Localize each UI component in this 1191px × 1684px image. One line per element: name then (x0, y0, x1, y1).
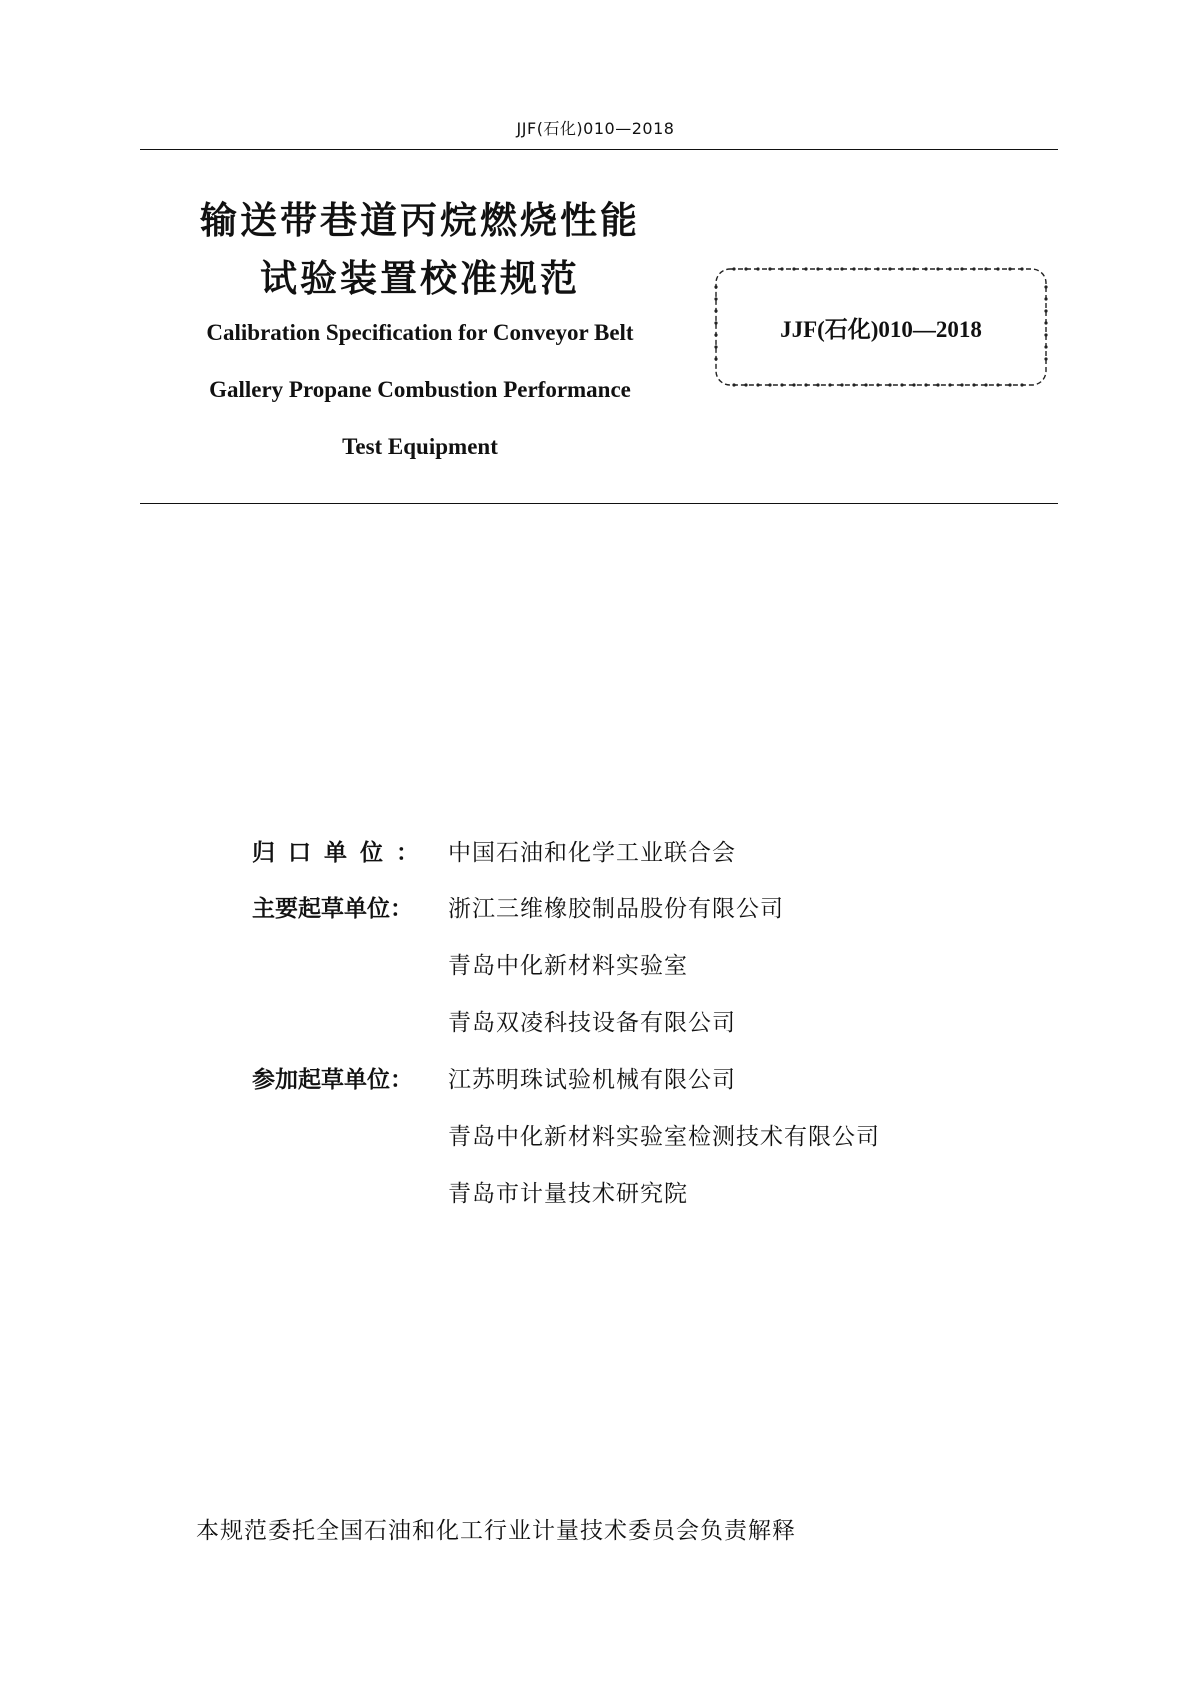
frame-bead (948, 383, 951, 386)
participating-drafting-unit: 青岛中化新材料实验室检测技术有限公司 (448, 1124, 880, 1150)
title-zh-line1: 输送带巷道丙烷燃烧性能 (200, 199, 640, 242)
frame-bead (732, 383, 735, 386)
frame-bead (972, 267, 975, 270)
frame-bead (864, 383, 867, 386)
title-en-line1: Calibration Specification for Conveyor Belt (206, 320, 634, 345)
frame-bead (744, 383, 747, 386)
frame-bead (924, 383, 927, 386)
frame-bead (768, 267, 771, 270)
responsible-unit-label: 归口单位： (252, 840, 432, 866)
frame-bead (1020, 267, 1023, 270)
frame-bead (1044, 345, 1047, 348)
frame-bead (876, 383, 879, 386)
header-standard-code: JJF(石化)010—2018 (516, 119, 675, 138)
frame-bead (1044, 285, 1047, 288)
frame-bead (714, 285, 717, 288)
frame-bead (804, 267, 807, 270)
frame-bead (960, 267, 963, 270)
frame-bead (792, 383, 795, 386)
frame-bead (996, 267, 999, 270)
interpretation-note: 本规范委托全国石油和化工行业计量技术委员会负责解释 (196, 1518, 796, 1544)
frame-bead (840, 383, 843, 386)
frame-bead (948, 267, 951, 270)
bottom-rule (140, 503, 1058, 504)
frame-bead (1044, 357, 1047, 360)
frame-bead (1008, 267, 1011, 270)
frame-bead (816, 267, 819, 270)
frame-bead (756, 267, 759, 270)
frame-bead (1044, 297, 1047, 300)
responsible-unit-value: 中国石油和化学工业联合会 (448, 840, 736, 866)
frame-bead (768, 383, 771, 386)
participating-drafting-label: 参加起草单位： (252, 1067, 413, 1093)
frame-bead (888, 383, 891, 386)
frame-bead (864, 267, 867, 270)
frame-bead (936, 383, 939, 386)
frame-bead (888, 267, 891, 270)
title-zh-line2: 试验装置校准规范 (260, 257, 580, 300)
frame-bead (984, 383, 987, 386)
frame-bead (828, 383, 831, 386)
frame-bead (756, 383, 759, 386)
frame-bead (1020, 383, 1023, 386)
frame-bead (936, 267, 939, 270)
frame-bead (876, 267, 879, 270)
frame-bead (780, 383, 783, 386)
frame-bead (924, 267, 927, 270)
frame-bead (792, 267, 795, 270)
participating-drafting-unit: 青岛市计量技术研究院 (448, 1181, 688, 1207)
frame-bead (960, 383, 963, 386)
frame-bead (912, 267, 915, 270)
main-drafting-label: 主要起草单位： (252, 896, 413, 922)
main-drafting-unit: 青岛中化新材料实验室 (448, 953, 688, 979)
frame-bead (900, 383, 903, 386)
frame-bead (1008, 383, 1011, 386)
frame-bead (732, 267, 735, 270)
frame-bead (816, 383, 819, 386)
frame-bead (900, 267, 903, 270)
frame-bead (828, 267, 831, 270)
frame-bead (852, 267, 855, 270)
frame-bead (804, 383, 807, 386)
frame-bead (972, 383, 975, 386)
top-rule (140, 149, 1058, 150)
frame-bead (714, 357, 717, 360)
title-en-line3: Test Equipment (342, 434, 498, 459)
frame-bead (912, 383, 915, 386)
frame-bead (852, 383, 855, 386)
participating-drafting-unit: 江苏明珠试验机械有限公司 (448, 1067, 736, 1093)
title-en-line2: Gallery Propane Combustion Performance (209, 377, 631, 402)
frame-bead (996, 383, 999, 386)
frame-bead (714, 297, 717, 300)
frame-bead (840, 267, 843, 270)
standard-code-box (710, 263, 1052, 391)
standard-code: JJF(石化)010—2018 (780, 317, 982, 342)
main-drafting-unit: 青岛双凌科技设备有限公司 (448, 1010, 736, 1036)
frame-bead (780, 267, 783, 270)
frame-bead (984, 267, 987, 270)
frame-bead (744, 267, 747, 270)
main-drafting-unit: 浙江三维橡胶制品股份有限公司 (448, 896, 784, 922)
frame-bead (714, 345, 717, 348)
